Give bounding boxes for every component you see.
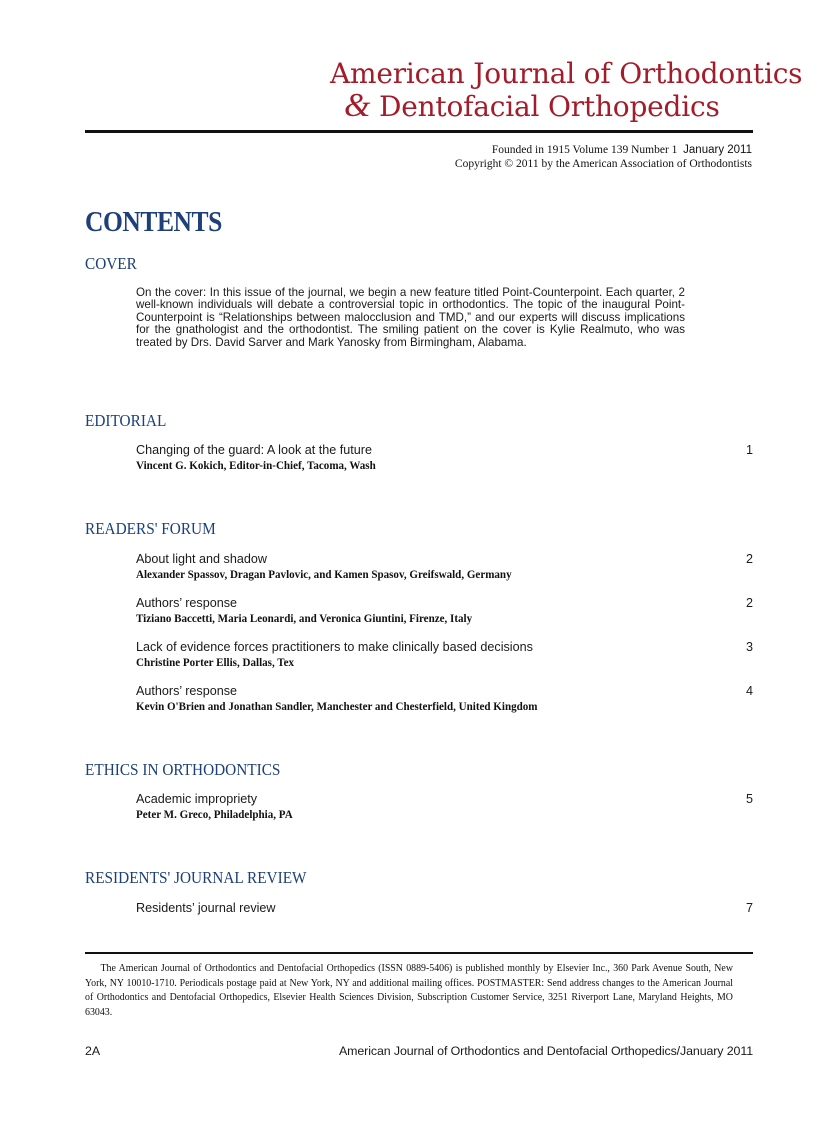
section-heading-readers-forum: READERS' FORUM xyxy=(85,519,216,538)
toc-entry[interactable] xyxy=(136,684,753,714)
article-authors: Tiziano Baccetti, Maria Leonardi, and Veronica Giuntini, Firenze, Italy xyxy=(136,611,473,625)
toc-entry[interactable] xyxy=(136,792,753,822)
article-title[interactable]: Academic impropriety xyxy=(136,792,258,806)
section-heading-cover: COVER xyxy=(85,254,137,273)
issue-info xyxy=(330,143,752,157)
article-title[interactable]: About light and shadow xyxy=(136,552,267,566)
article-authors: Christine Porter Ellis, Dallas, Tex xyxy=(136,655,295,669)
article-title[interactable]: Changing of the guard: A look at the future xyxy=(136,443,372,457)
copyright: Copyright © 2011 by the American Association of Orthodontists xyxy=(454,158,752,170)
page-number: 2 xyxy=(745,596,753,610)
article-title[interactable]: Residents’ journal review xyxy=(136,901,276,915)
article-title[interactable]: Authors’ response xyxy=(136,684,238,698)
cover-description: On the cover: In this issue of the journal, we begin a new feature titled Point-Counterpoint. Each quarter, 2 well-known individuals will debate a controversial topic in orthodontics. The topic of the inaugural Point-Counterpoint is “Relationships between malocclusion and TMD,” and our experts will discuss implications for the gnathologist and the orthodontist. The smiling patient on the cover is Kylie Realmuto, who was treated by Drs. David Sarver and Mark Yanosky from Birmingham, Alabama. xyxy=(136,286,685,349)
page-folio: 2A xyxy=(85,1044,101,1058)
masthead-line-2-text: Dentofacial Orthopedics xyxy=(378,90,720,123)
running-title: American Journal of Orthodontics and Dentofacial Orthopedics/January 2011 xyxy=(339,1044,753,1058)
page-number: 3 xyxy=(745,640,753,654)
article-authors: Kevin O'Brien and Jonathan Sandler, Manchester and Chesterfield, United Kingdom xyxy=(136,699,538,713)
page-number: 5 xyxy=(745,792,753,806)
page-number: 1 xyxy=(745,443,753,457)
page-number: 2 xyxy=(745,552,753,566)
publisher-imprint: The American Journal of Orthodontics and Dentofacial Orthopedics (ISSN 0889-5406) is published monthly by Elsevier Inc., 360 Park Avenue South, New York, NY 10010-1710. Periodicals postage paid at New York, NY and additional mailing offices. POSTMASTER: Send address changes to the American Journal of Orthodontics and Dentofacial Orthopedics, Elsevier Health Sciences Division, Subscription Customer Service, 3251 Riverport Lane, Maryland Heights, MO 63043. xyxy=(85,963,733,1018)
section-heading-ethics: ETHICS IN ORTHODONTICS xyxy=(85,760,281,779)
founded-volume: Founded in 1915 Volume 139 Number 1 xyxy=(491,144,678,156)
header-rule xyxy=(85,130,753,133)
article-title[interactable]: Lack of evidence forces practitioners to make clinically based decisions xyxy=(136,640,533,654)
toc-entry[interactable] xyxy=(136,640,753,670)
article-authors: Alexander Spassov, Dragan Pavlovic, and Kamen Spasov, Greifswald, Germany xyxy=(136,567,512,581)
article-authors: Vincent G. Kokich, Editor-in-Chief, Tacoma, Wash xyxy=(136,458,376,472)
issue-date: January 2011 xyxy=(683,144,752,156)
section-heading-residents-journal-review: RESIDENTS' JOURNAL REVIEW xyxy=(85,868,307,887)
toc-entry[interactable] xyxy=(136,901,753,916)
article-authors: Peter M. Greco, Philadelphia, PA xyxy=(136,807,293,821)
article-title[interactable]: Authors’ response xyxy=(136,596,238,610)
ampersand-glyph: & xyxy=(344,87,371,124)
issue-meta xyxy=(330,143,752,171)
masthead-line-1: American Journal of Orthodontics xyxy=(330,57,803,90)
page-number: 4 xyxy=(745,684,753,698)
journal-masthead xyxy=(330,57,803,124)
footer-rule xyxy=(85,952,753,954)
section-heading-editorial: EDITORIAL xyxy=(85,411,167,430)
toc-entry[interactable] xyxy=(136,596,753,626)
page-number: 7 xyxy=(745,901,753,915)
masthead-line-2 xyxy=(330,87,754,124)
page-title: CONTENTS xyxy=(85,206,222,238)
toc-entry[interactable] xyxy=(136,443,753,473)
toc-entry[interactable] xyxy=(136,552,753,582)
